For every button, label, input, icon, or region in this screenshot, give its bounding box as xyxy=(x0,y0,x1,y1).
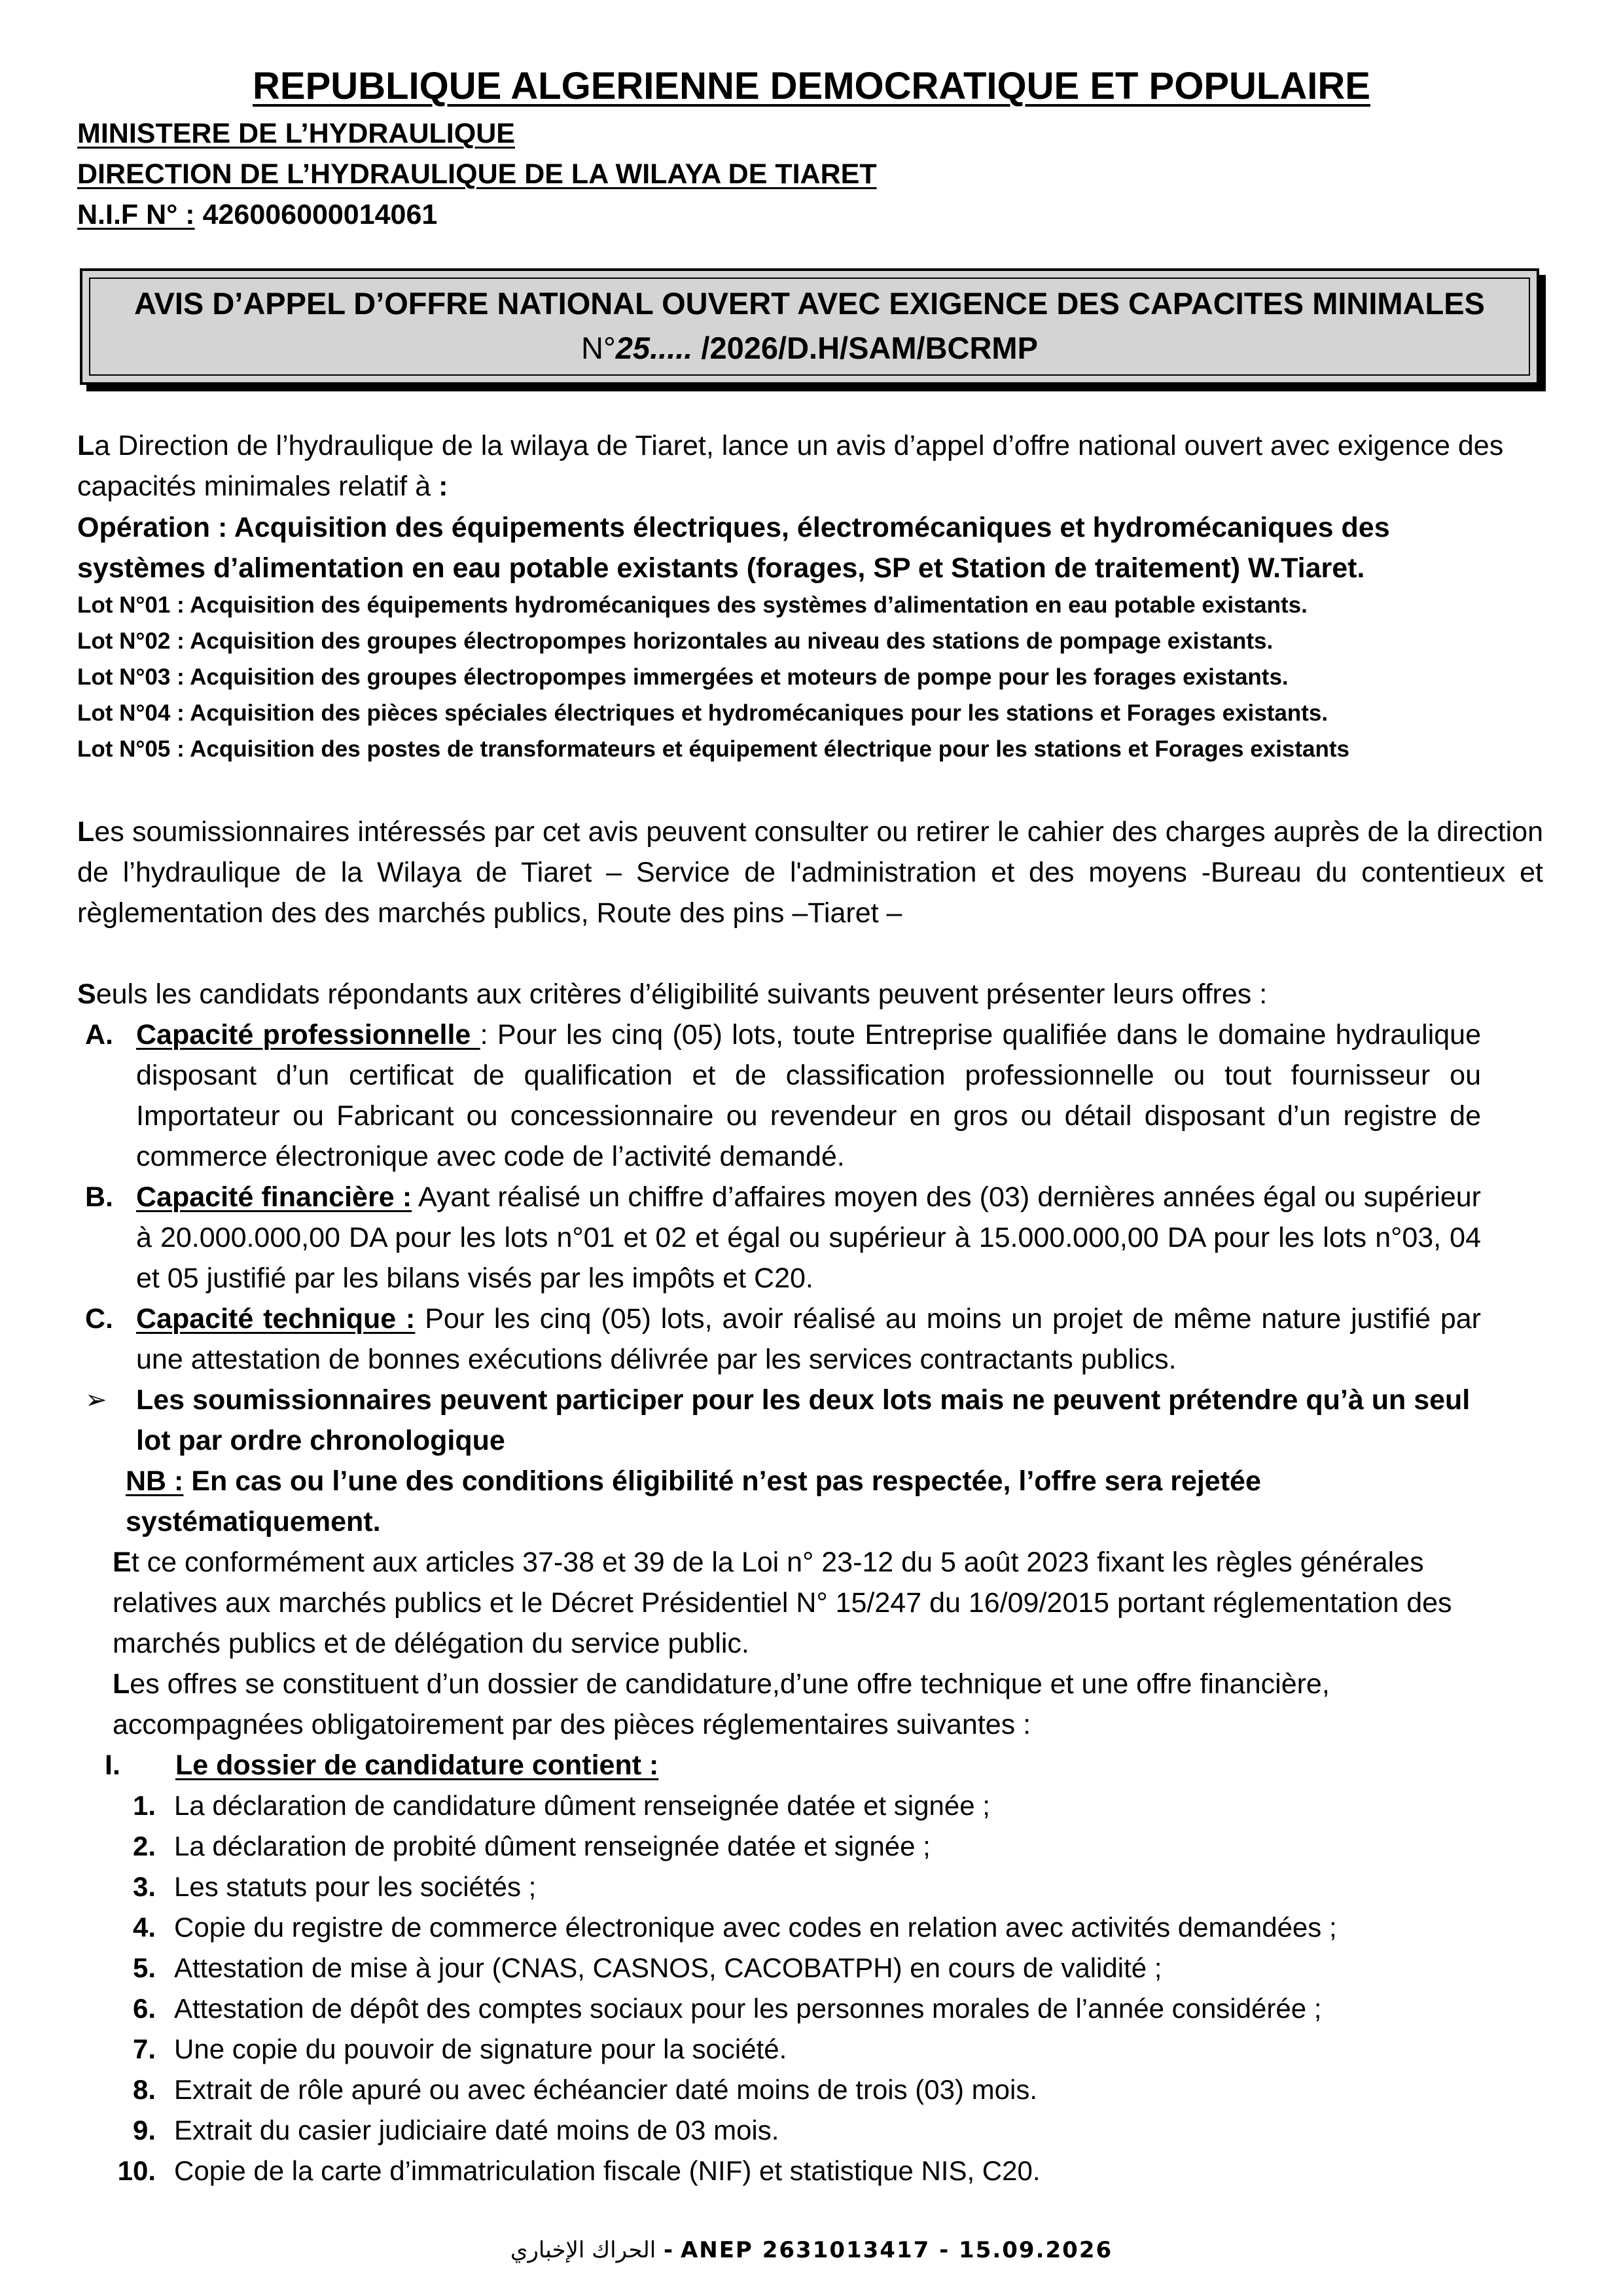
criterion-text: : Pour les cinq (05) lots, toute Entreprise qualifiée dans le domaine hydraulique disposant d’un certificat de qualification et de classification professionnelle ou tout fournisseur ou Importateur ou Fabricant ou concessionnaire ou revendeur en gros ou détail disposant d’un registre de commerce électronique avec code de l’activité demandé. xyxy=(136,1019,1481,1172)
notice-number xyxy=(82,330,1537,366)
list-item xyxy=(77,1785,1337,1826)
lot-item: Lot N°01 : Acquisition des équipements hydromécaniques des systèmes d’alimentation en eau potable existants. xyxy=(77,592,1308,618)
item-text: Attestation de dépôt des comptes sociaux pour les personnes morales de l’année considérée ; xyxy=(174,1993,1322,2024)
notice-number-value: 25..... xyxy=(615,331,693,365)
footer-code: ANEP 2631013417 - 15.09.2026 xyxy=(680,2237,1113,2263)
republic-title: REPUBLIQUE ALGERIENNE DEMOCRATIQUE ET POPULAIRE xyxy=(253,65,1370,107)
list-item xyxy=(77,2151,1337,2191)
item-number: 4. xyxy=(132,1912,156,1943)
criterion-title: Capacité technique : xyxy=(136,1303,416,1335)
item-text: Extrait du casier judiciaire daté moins de 03 mois. xyxy=(174,2115,779,2145)
item-number: 5. xyxy=(132,1952,156,1983)
conformity-text: t ce conformément aux articles 37-38 et 39 de la Loi n° 23-12 du 5 août 2023 fixant les règles générales relatives aux marchés publics et le Décret Présidentiel N° 15/247 du 16/09/2015 portant réglementation des marchés publics et de délégation du service public. xyxy=(113,1547,1452,1659)
item-number: 3. xyxy=(132,1871,156,1902)
eligibility-text: euls les candidats répondants aux critères d’éligibilité suivants peuvent présenter leurs offres : xyxy=(96,978,1268,1010)
intro-paragraph xyxy=(77,425,1517,507)
list-item xyxy=(77,2070,1337,2110)
bullet-text: Les soumissionnaires peuvent participer pour les deux lots mais ne peuvent prétendre qu’à un seul lot par ordre chronologique xyxy=(136,1384,1471,1456)
item-text: Une copie du pouvoir de signature pour la société. xyxy=(174,2034,787,2064)
item-text: Attestation de mise à jour (CNAS, CASNOS, CACOBATPH) en cours de validité ; xyxy=(174,1952,1162,1983)
nif-line xyxy=(77,199,437,231)
conformity-paragraph xyxy=(113,1542,1474,1664)
footer-arabic: الحراك الإخباري xyxy=(510,2237,656,2263)
notice-title: AVIS D’APPEL D’OFFRE NATIONAL OUVERT AVEC EXIGENCE DES CAPACITES MINIMALES xyxy=(134,286,1485,321)
list-item xyxy=(77,1826,1337,1867)
dossier-list xyxy=(77,1785,1337,2191)
ministry-line: MINISTERE DE L’HYDRAULIQUE xyxy=(77,118,515,149)
item-text: La déclaration de candidature dûment renseignée datée et signée ; xyxy=(174,1790,990,1821)
offers-paragraph xyxy=(113,1664,1474,1745)
intro-drop-letter: L xyxy=(77,430,95,461)
lot-item: Lot N°03 : Acquisition des groupes électropompes immergées et moteurs de pompe pour les forages existants. xyxy=(77,664,1289,690)
item-number: 7. xyxy=(132,2034,156,2064)
offers-text: es offres se constituent d’un dossier de candidature,d’une offre technique et une offre financière, accompagnées obligatoirement par des pièces réglementaires suivantes : xyxy=(113,1668,1330,1740)
item-text: La déclaration de probité dûment renseignée datée et signée ; xyxy=(174,1831,931,1861)
criterion-professional xyxy=(136,1014,1481,1178)
intro-text: a Direction de l’hydraulique de la wilaya de Tiaret, lance un avis d’appel d’offre national ouvert avec exigence des capacités minimales relatif à xyxy=(77,430,1504,502)
criterion-letter: C. xyxy=(85,1303,113,1335)
item-number: 8. xyxy=(132,2074,156,2105)
nif-label: N.I.F N° : xyxy=(77,199,195,230)
list-item xyxy=(77,1907,1337,1948)
criterion-letter: B. xyxy=(85,1181,113,1213)
nb-note xyxy=(126,1461,1304,1542)
item-number: 1. xyxy=(132,1790,156,1821)
list-item xyxy=(77,2110,1337,2151)
conformity-drop-letter: E xyxy=(113,1547,132,1578)
nb-label: NB : xyxy=(126,1465,184,1497)
arrow-bullet-icon: ➢ xyxy=(85,1385,107,1415)
consult-text: es soumissionnaires intéressés par cet avis peuvent consulter ou retirer le cahier des charges auprès de la direction de l’hydraulique de la Wilaya de Tiaret – Service de l'administration et des moyens -Bureau du contentieux et règlementation des des marchés publics, Route des pins –Tiaret – xyxy=(77,816,1543,929)
nb-text: En cas ou l’une des conditions éligibilité n’est pas respectée, l’offre sera rejetée systématiquement. xyxy=(126,1465,1261,1537)
item-number: 6. xyxy=(132,1993,156,2024)
criterion-text: Pour les cinq (05) lots, avoir réalisé au moins un projet de même nature justifié par une attestation de bonnes exécutions délivrée par les services contractants publics. xyxy=(136,1303,1482,1375)
notice-number-suffix: /2026/D.H/SAM/BCRMP xyxy=(692,331,1038,365)
list-item xyxy=(77,1948,1337,1988)
notice-number-prefix: N° xyxy=(581,331,616,365)
criterion-title: Capacité professionnelle xyxy=(136,1019,480,1050)
lot-item: Lot N°05 : Acquisition des postes de transformateurs et équipement électrique pour les stations et Forages existants xyxy=(77,736,1349,762)
list-item xyxy=(77,1988,1337,2029)
operation-text: Opération : Acquisition des équipements électriques, électromécaniques et hydromécaniques des systèmes d’alimentation en eau potable existants (forages, SP et Station de traitement) W.Tiaret. xyxy=(77,512,1390,584)
list-item xyxy=(77,2029,1337,2070)
criterion-letter: A. xyxy=(85,1019,113,1050)
criterion-title: Capacité financière : xyxy=(136,1181,412,1213)
item-text: Copie du registre de commerce électronique avec codes en relation avec activités demandées ; xyxy=(174,1912,1337,1943)
criterion-text: Ayant réalisé un chiffre d’affaires moyen des (03) dernières années égal ou supérieur à 20.000.000,00 DA pour les lots n°01 et 02 et égal ou supérieur à 15.000.000,00 DA pour les lots n°03, 04 et 05 justifié par les bilans visés par les impôts et C20. xyxy=(136,1181,1481,1294)
footer-sep: - xyxy=(656,2237,681,2263)
offers-drop-letter: L xyxy=(113,1668,130,1700)
eligibility-intro xyxy=(77,974,1543,1014)
criterion-technical xyxy=(136,1299,1481,1380)
nif-value: 426006000014061 xyxy=(202,199,438,230)
lot-item: Lot N°02 : Acquisition des groupes électropompes horizontales au niveau des stations de pompage existants. xyxy=(77,628,1274,654)
dossier-numeral: I. xyxy=(105,1749,120,1781)
item-text: Les statuts pour les sociétés ; xyxy=(174,1871,537,1902)
consult-drop-letter: L xyxy=(77,816,95,848)
eligibility-drop-letter: S xyxy=(77,978,96,1010)
list-item xyxy=(77,1867,1337,1907)
criterion-financial xyxy=(136,1177,1481,1299)
item-number: 2. xyxy=(132,1831,156,1861)
item-number: 10. xyxy=(117,2155,156,2186)
notice-title-box xyxy=(80,268,1539,385)
lot-item: Lot N°04 : Acquisition des pièces spéciales électriques et hydromécaniques pour les stations et Forages existants. xyxy=(77,700,1329,726)
consult-paragraph xyxy=(77,812,1543,933)
intro-colon: : xyxy=(438,471,448,502)
item-text: Extrait de rôle apuré ou avec échéancier daté moins de trois (03) mois. xyxy=(174,2074,1038,2105)
footer-publication xyxy=(0,2237,1623,2263)
item-number: 9. xyxy=(132,2115,156,2145)
dossier-title: Le dossier de candidature contient : xyxy=(175,1749,659,1781)
direction-line: DIRECTION DE L’HYDRAULIQUE DE LA WILAYA DE TIARET xyxy=(77,158,877,190)
item-text: Copie de la carte d’immatriculation fiscale (NIF) et statistique NIS, C20. xyxy=(174,2155,1041,2186)
